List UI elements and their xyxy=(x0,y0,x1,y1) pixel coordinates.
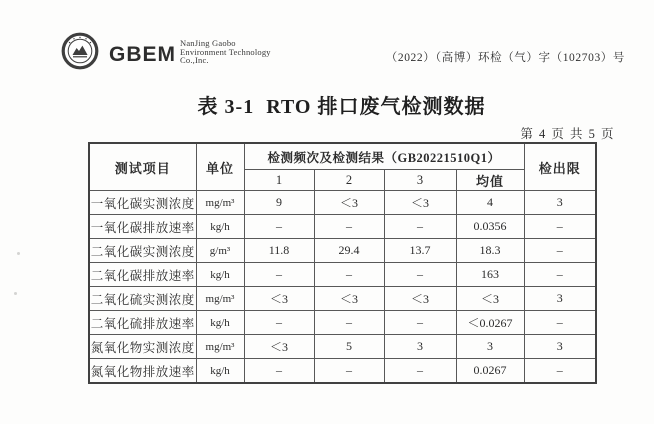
cell-limit: – xyxy=(524,239,596,263)
cell-unit: g/m³ xyxy=(196,239,244,263)
table-row xyxy=(89,191,596,215)
cell-limit: 3 xyxy=(524,191,596,215)
cell-run1: – xyxy=(244,311,314,335)
cell-unit: mg/m³ xyxy=(196,335,244,359)
cell-average: 0.0356 xyxy=(456,215,524,239)
table-row xyxy=(89,359,596,384)
gbem-seal-icon xyxy=(61,32,99,70)
cell-unit: kg/h xyxy=(196,215,244,239)
test-results-table xyxy=(88,142,597,384)
cell-run2: – xyxy=(314,311,384,335)
table-row xyxy=(89,263,596,287)
cell-run3: – xyxy=(384,263,456,287)
cell-run2: 5 xyxy=(314,335,384,359)
company-name-line: NanJing Gaobo xyxy=(180,38,236,48)
cell-run1: ＜3 xyxy=(244,287,314,311)
table-row xyxy=(89,239,596,263)
cell-item: 二氧化碳排放速率 xyxy=(89,263,196,287)
cell-run3: – xyxy=(384,311,456,335)
cell-run1: – xyxy=(244,215,314,239)
cell-run3: ＜3 xyxy=(384,287,456,311)
document-number: （2022）（高博）环检（气）字（102703）号 xyxy=(385,52,625,64)
cell-unit: mg/m³ xyxy=(196,287,244,311)
cell-run3: – xyxy=(384,215,456,239)
cell-limit: – xyxy=(524,263,596,287)
cell-unit: kg/h xyxy=(196,311,244,335)
cell-run3: ＜3 xyxy=(384,191,456,215)
cell-unit: kg/h xyxy=(196,263,244,287)
cell-run3: 3 xyxy=(384,335,456,359)
cell-average: 0.0267 xyxy=(456,359,524,384)
cell-run3: 13.7 xyxy=(384,239,456,263)
header-frequency-results: 检测频次及检测结果（GB20221510Q1） xyxy=(244,143,524,170)
cell-limit: – xyxy=(524,311,596,335)
scan-speck xyxy=(17,252,20,255)
cell-average: ＜3 xyxy=(456,287,524,311)
cell-run2: – xyxy=(314,215,384,239)
table-row xyxy=(89,335,596,359)
brand-logo-text: GBEM xyxy=(109,43,176,66)
cell-run2: – xyxy=(314,359,384,384)
table-row xyxy=(89,311,596,335)
company-name-line: Environment Technology xyxy=(180,46,271,57)
header-test-item: 测试项目 xyxy=(89,143,196,191)
cell-limit: – xyxy=(524,215,596,239)
table-title: 表 3-1 RTO 排口废气检测数据 xyxy=(197,96,486,118)
cell-item: 氮氧化物排放速率 xyxy=(89,359,196,384)
cell-average: ＜0.0267 xyxy=(456,311,524,335)
cell-limit: 3 xyxy=(524,287,596,311)
cell-item: 二氧化硫实测浓度 xyxy=(89,287,196,311)
table-row xyxy=(89,215,596,239)
cell-run1: 9 xyxy=(244,191,314,215)
cell-run2: 29.4 xyxy=(314,239,384,263)
table-row xyxy=(89,287,596,311)
cell-run1: – xyxy=(244,263,314,287)
cell-run2: – xyxy=(314,263,384,287)
header-unit: 单位 xyxy=(196,143,244,191)
cell-unit: kg/h xyxy=(196,359,244,384)
cell-average: 163 xyxy=(456,263,524,287)
page-number: 第 4 页 共 5 页 xyxy=(520,127,615,141)
cell-run2: ＜3 xyxy=(314,287,384,311)
cell-item: 一氧化碳排放速率 xyxy=(89,215,196,239)
company-name xyxy=(180,39,271,65)
header-run-2: 2 xyxy=(314,170,384,191)
cell-average: 4 xyxy=(456,191,524,215)
cell-run3: – xyxy=(384,359,456,384)
cell-run1: ＜3 xyxy=(244,335,314,359)
cell-unit: mg/m³ xyxy=(196,191,244,215)
cell-item: 二氧化硫排放速率 xyxy=(89,311,196,335)
header-average: 均值 xyxy=(456,170,524,191)
cell-average: 18.3 xyxy=(456,239,524,263)
cell-item: 一氧化碳实测浓度 xyxy=(89,191,196,215)
cell-run1: – xyxy=(244,359,314,384)
cell-limit: 3 xyxy=(524,335,596,359)
cell-item: 二氧化碳实测浓度 xyxy=(89,239,196,263)
header-run-1: 1 xyxy=(244,170,314,191)
cell-run2: ＜3 xyxy=(314,191,384,215)
header-detection-limit: 检出限 xyxy=(524,143,596,191)
cell-item: 氮氧化物实测浓度 xyxy=(89,335,196,359)
company-name-line: Co.,Inc. xyxy=(180,55,209,65)
cell-limit: – xyxy=(524,359,596,384)
cell-run1: 11.8 xyxy=(244,239,314,263)
cell-average: 3 xyxy=(456,335,524,359)
header-run-3: 3 xyxy=(384,170,456,191)
scan-speck xyxy=(14,292,17,295)
